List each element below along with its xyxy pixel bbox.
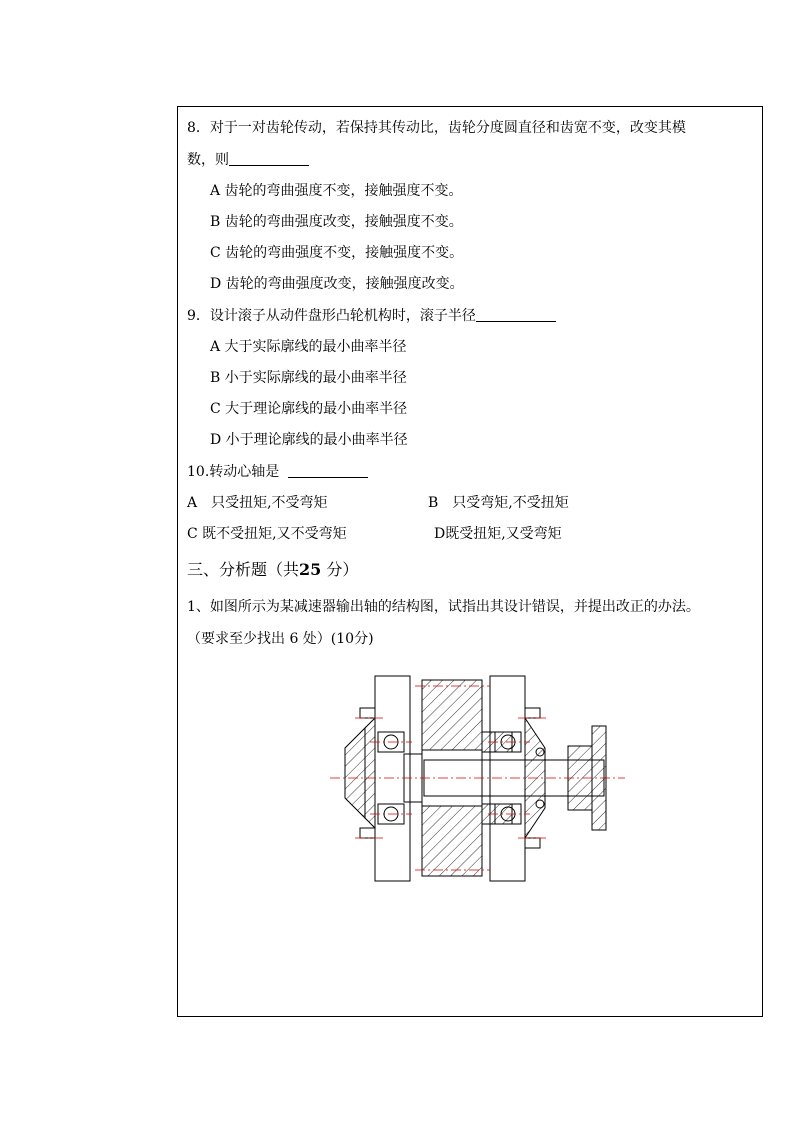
q8-option-a: A 齿轮的弯曲强度不变，接触强度不变。	[210, 183, 463, 199]
left-housing-wall	[375, 676, 410, 881]
q10-option-a: A 只受扭矩,不受弯矩	[187, 495, 328, 511]
q10-option-d: D既受扭矩,又受弯矩	[434, 526, 562, 542]
right-flange-bottom	[525, 838, 540, 848]
left-end-cap	[365, 718, 375, 828]
q9-stem: 9．设计滚子从动件盘形凸轮机构时，滚子半径	[187, 307, 556, 325]
q8-option-d: D 齿轮的弯曲强度改变，接触强度改变。	[210, 276, 464, 292]
q8-option-c: C 齿轮的弯曲强度不变，接触强度不变。	[210, 245, 464, 261]
section3-q1-line1: 1、如图所示为某减速器输出轴的结构图，试指出其设计错误，并提出改正的办法。	[187, 599, 700, 615]
q10-stem: 10.转动心轴是	[187, 463, 368, 481]
q9-option-c: C 大于理论廓线的最小曲率半径	[210, 401, 408, 417]
right-housing-wall	[490, 676, 525, 881]
q9-answer-blank[interactable]	[476, 307, 556, 322]
q10-answer-blank[interactable]	[288, 463, 368, 478]
q8-stem-line2: 数，则	[187, 151, 309, 169]
q10-option-c: C 既不受扭矩,又不受弯矩	[187, 526, 347, 542]
section3-title: 三、分析题（共25 分）	[187, 560, 359, 579]
q9-option-b: B 小于实际廓线的最小曲率半径	[210, 370, 407, 386]
q9-option-a: A 大于实际廓线的最小曲率半径	[210, 339, 407, 355]
left-flange-top	[360, 708, 375, 718]
q9-option-d: D 小于理论廓线的最小曲率半径	[210, 432, 408, 448]
section3-q1-line2: （要求至少找出 6 处）(10分)	[187, 631, 374, 647]
left-bearing-cover	[345, 728, 365, 818]
q8-stem-line1: 8．对于一对齿轮传动，若保持其传动比，齿轮分度圆直径和齿宽不变，改变其模	[187, 120, 686, 136]
left-flange-bottom	[360, 828, 375, 838]
q10-option-b: B 只受弯矩,不受扭矩	[428, 495, 569, 511]
q8-answer-blank[interactable]	[229, 151, 309, 166]
right-flange-top	[525, 708, 540, 718]
q8-option-b: B 齿轮的弯曲强度改变，接触强度不变。	[210, 214, 463, 230]
shaft-structure-figure	[330, 668, 630, 888]
